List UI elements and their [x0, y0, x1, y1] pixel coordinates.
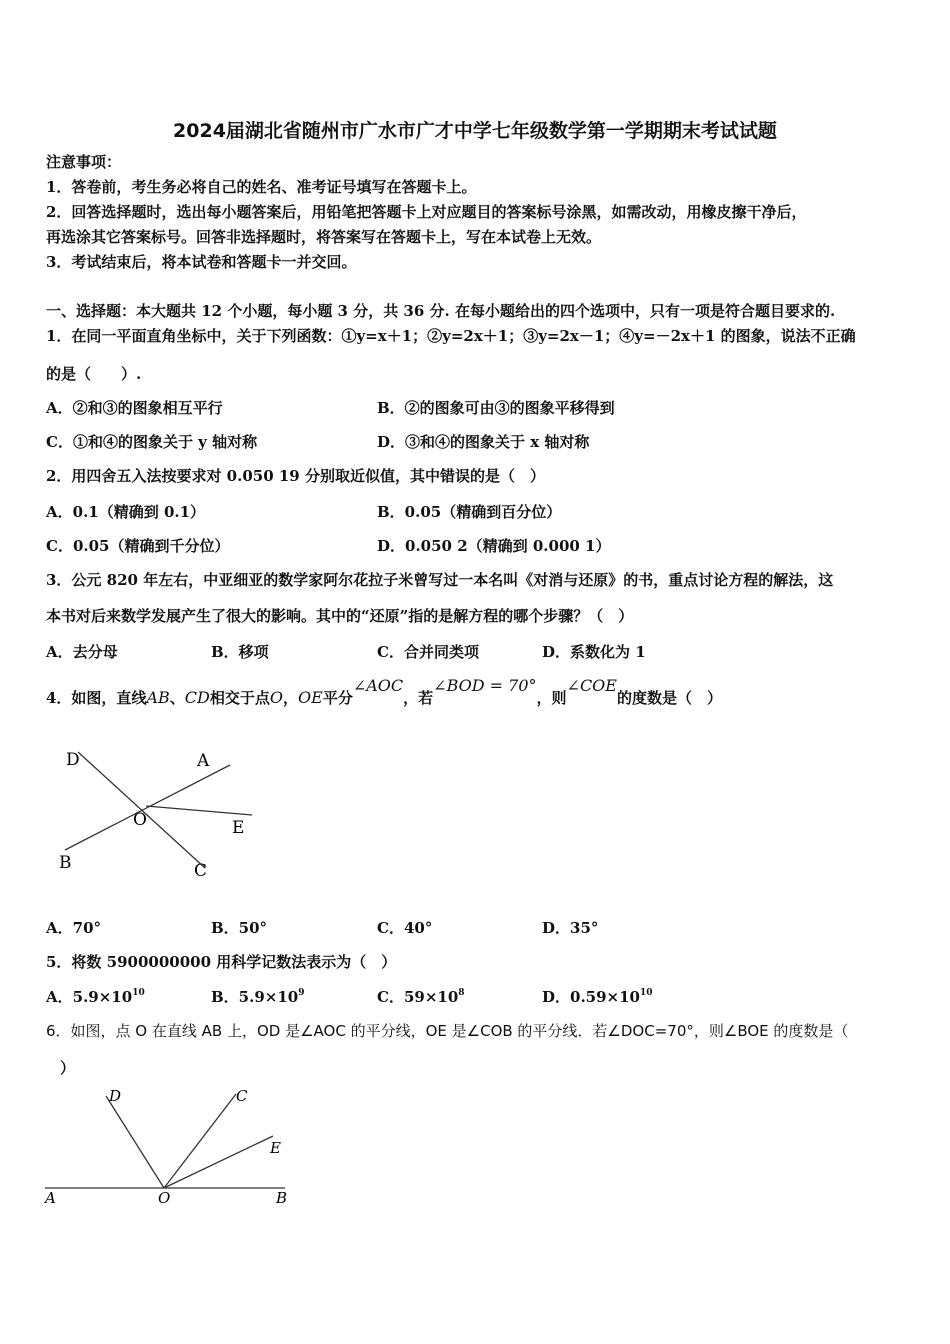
q6-figure: [40, 1080, 300, 1210]
q5-stem: 5．将数 5900000000 用科学记数法表示为（ ）: [46, 953, 397, 971]
q5-option-a: A．$5.9\times 10^{10}$: [46, 988, 145, 1006]
q2-option-c: C．0.05（精确到千分位）: [46, 537, 230, 555]
label-o: O: [133, 810, 147, 830]
label-b: B: [59, 853, 72, 873]
label-a: A: [45, 1189, 56, 1207]
q1-stem-line1: 1．在同一平面直角坐标中，关于下列函数：①y=x＋1；②y=2x＋1；③y=2x－1；④y=－2x＋1 的图象，说法不正确: [46, 327, 856, 345]
q5-option-c: C．$59\times 10^8$: [377, 988, 465, 1006]
notice-line-3: 再选涂其它答案标号。回答非选择题时，将答案写在答题卡上，写在本试卷上无效。: [46, 228, 602, 246]
page-title: 2024届湖北省随州市广水市广才中学七年级数学第一学期期末考试试题: [173, 120, 777, 142]
q4-oe: OE: [298, 688, 323, 707]
q3-option-d: D．系数化为 1: [542, 643, 646, 661]
label-e: E: [270, 1139, 281, 1157]
q6-stem-line2: ）: [60, 1059, 76, 1077]
q2-option-b: B．0.05（精确到百分位）: [377, 503, 562, 521]
q5-option-d: D．$0.59\times 10^{10}$: [542, 988, 653, 1006]
notice-line-1: 1．答卷前，考生务必将自己的姓名、准考证号填写在答题卡上。: [46, 178, 477, 196]
label-e: E: [232, 818, 245, 838]
q2-option-a: A．0.1（精确到 0.1）: [46, 503, 206, 521]
label-b: B: [276, 1189, 288, 1207]
label-a: A: [197, 751, 210, 771]
q4-ab: AB: [146, 688, 170, 707]
ray-oe: [146, 806, 252, 815]
q4-angle-bod: ∠BOD = 70°: [433, 676, 537, 695]
q3-option-c: C．合并同类项: [377, 643, 479, 661]
q5-option-b: B．$5.9\times 10^9$: [211, 988, 305, 1006]
q4-angle-coe: ∠COE: [566, 676, 617, 695]
q6-stem-line1: 6．如图，点 O 在直线 AB 上，OD 是∠AOC 的平分线，OE 是∠COB 的平分线．若∠DOC=70°，则∠BOE 的度数是（: [46, 1022, 849, 1040]
label-c: C: [236, 1087, 248, 1105]
q3-stem-line2: 本书对后来数学发展产生了很大的影响。其中的“还原”指的是解方程的哪个步骤？（ ）: [46, 607, 634, 625]
ray-od: [106, 1096, 164, 1188]
notice-line-2: 2．回答选择题时，选出每小题答案后，用铅笔把答题卡上对应题目的答案标号涂黑，如需改动，用橡皮擦干净后，: [46, 203, 807, 221]
q1-option-d: D．③和④的图象关于 x 轴对称: [377, 433, 590, 451]
label-c: C: [194, 861, 208, 881]
ray-oc: [164, 1094, 236, 1188]
label-d: D: [66, 750, 80, 770]
section-heading: 一、选择题：本大题共 12 个小题，每小题 3 分，共 36 分. 在每小题给出的四个选项中，只有一项是符合题目要求的.: [46, 302, 836, 320]
q4-cd: CD: [184, 688, 210, 707]
ray-oe: [164, 1136, 273, 1188]
q4-option-a: A．70°: [46, 919, 102, 937]
q4-o: O: [269, 688, 283, 707]
q3-option-a: A．去分母: [46, 643, 118, 661]
q2-stem: 2．用四舍五入法按要求对 0.050 19 分别取近似值，其中错误的是（ ）: [46, 467, 545, 485]
line-ba: [65, 765, 230, 850]
q3-stem-line1: 3．公元 820 年左右，中亚细亚的数学家阿尔花拉子米曾写过一本名叫《对消与还原》的书，重点讨论方程的解法，这: [46, 571, 834, 589]
q1-option-a: A．②和③的图象相互平行: [46, 399, 223, 417]
q4-option-d: D．35°: [542, 919, 599, 937]
q2-option-d: D．0.050 2（精确到 0.000 1）: [377, 537, 611, 555]
q1-option-c: C．①和④的图象关于 y 轴对称: [46, 433, 258, 451]
notice-heading: 注意事项：: [46, 153, 122, 171]
q4-stem: 4．如图，直线AB、CD相交于点O，OE平分∠AOC，若∠BOD = 70°，则∠COE的度数是（ ）: [46, 676, 722, 707]
q4-angle-aoc: ∠AOC: [352, 676, 404, 695]
q4-option-c: C．40°: [377, 919, 433, 937]
q3-option-b: B．移项: [211, 643, 269, 661]
q1-option-b: B．②的图象可由③的图象平移得到: [377, 399, 615, 417]
label-o: O: [158, 1189, 171, 1207]
q4-option-b: B．50°: [211, 919, 268, 937]
q1-stem-line2: 的是（ ）.: [46, 365, 142, 383]
notice-line-4: 3．考试结束后，将本试卷和答题卡一并交回。: [46, 253, 357, 271]
label-d: D: [109, 1087, 122, 1105]
q4-figure: [40, 740, 270, 890]
